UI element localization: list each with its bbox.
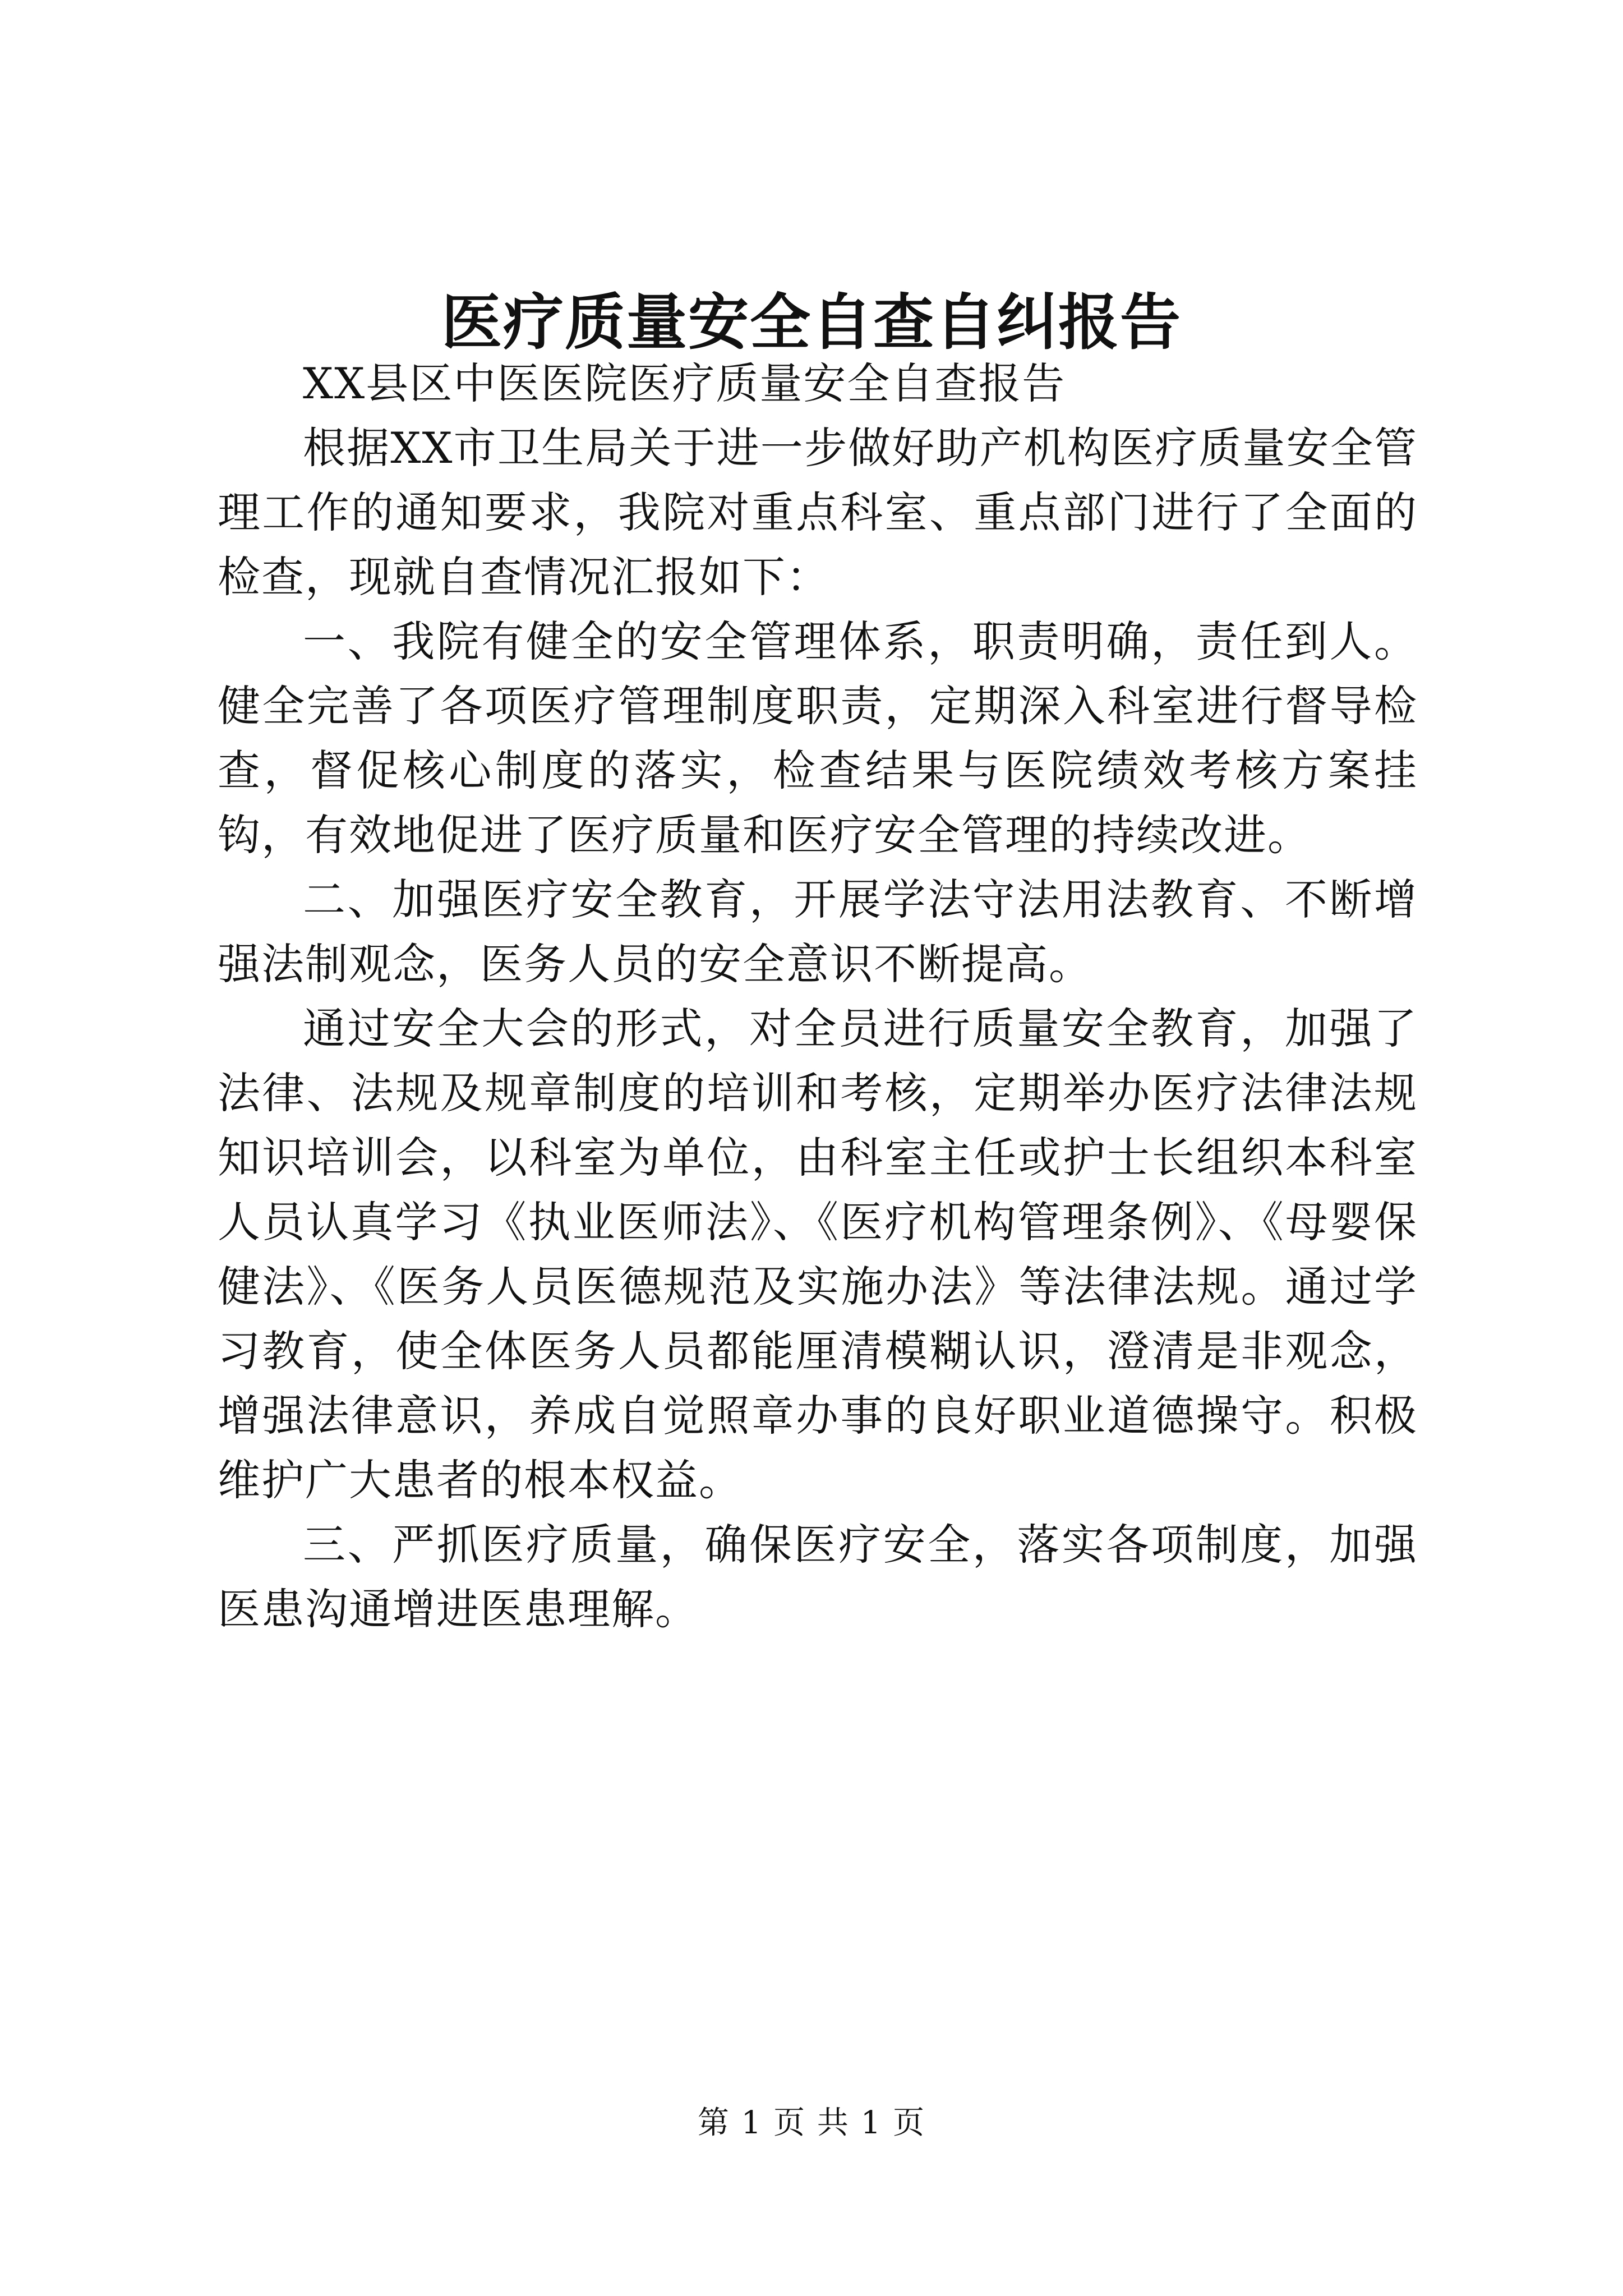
intro-paragraph: 根据XX市卫生局关于进一步做好助产机构医疗质量安全管理工作的通知要求，我院对重点科室、重点部门进行了全面的检查，现就自查情况汇报如下： — [218, 423, 1418, 602]
section-one-paragraph: 一、我院有健全的安全管理体系，职责明确，责任到人。健全完善了各项医疗管理制度职责，定期深入科室进行督导检查，督促核心制度的落实，检查结果与医院绩效考核方案挂钩，有效地促进了医疗质量和医疗安全管理的持续改进。 — [218, 616, 1418, 860]
training-paragraph: 通过安全大会的形式，对全员进行质量安全教育，加强了法律、法规及规章制度的培训和考核，定期举办医疗法律法规知识培训会，以科室为单位，由科室主任或护士长组织本科室人员认真学习《执业医师法》、《医疗机构管理条例》、《母婴保健法》、《医务人员医德规范及实施办法》等法律法规。通过学习教育，使全体医务人员都能厘清模糊认识，澄清是非观念，增强法律意识，养成自觉照章办事的良好职业道德操守。积极维护广大患者的根本权益。 — [218, 1004, 1418, 1505]
page-number-footer: 第 1 页 共 1 页 — [697, 2105, 926, 2141]
document-body — [218, 351, 1418, 1641]
section-three-paragraph: 三、严抓医疗质量，确保医疗安全，落实各项制度，加强医患沟通增进医患理解。 — [218, 1520, 1418, 1634]
report-subtitle: XX县区中医医院医疗质量安全自查报告 — [303, 358, 1066, 408]
section-two-paragraph: 二、加强医疗安全教育，开展学法守法用法教育、不断增强法制观念，医务人员的安全意识不断提高。 — [218, 875, 1418, 989]
document-title: 医疗质量安全自查自纠报告 — [441, 287, 1182, 358]
